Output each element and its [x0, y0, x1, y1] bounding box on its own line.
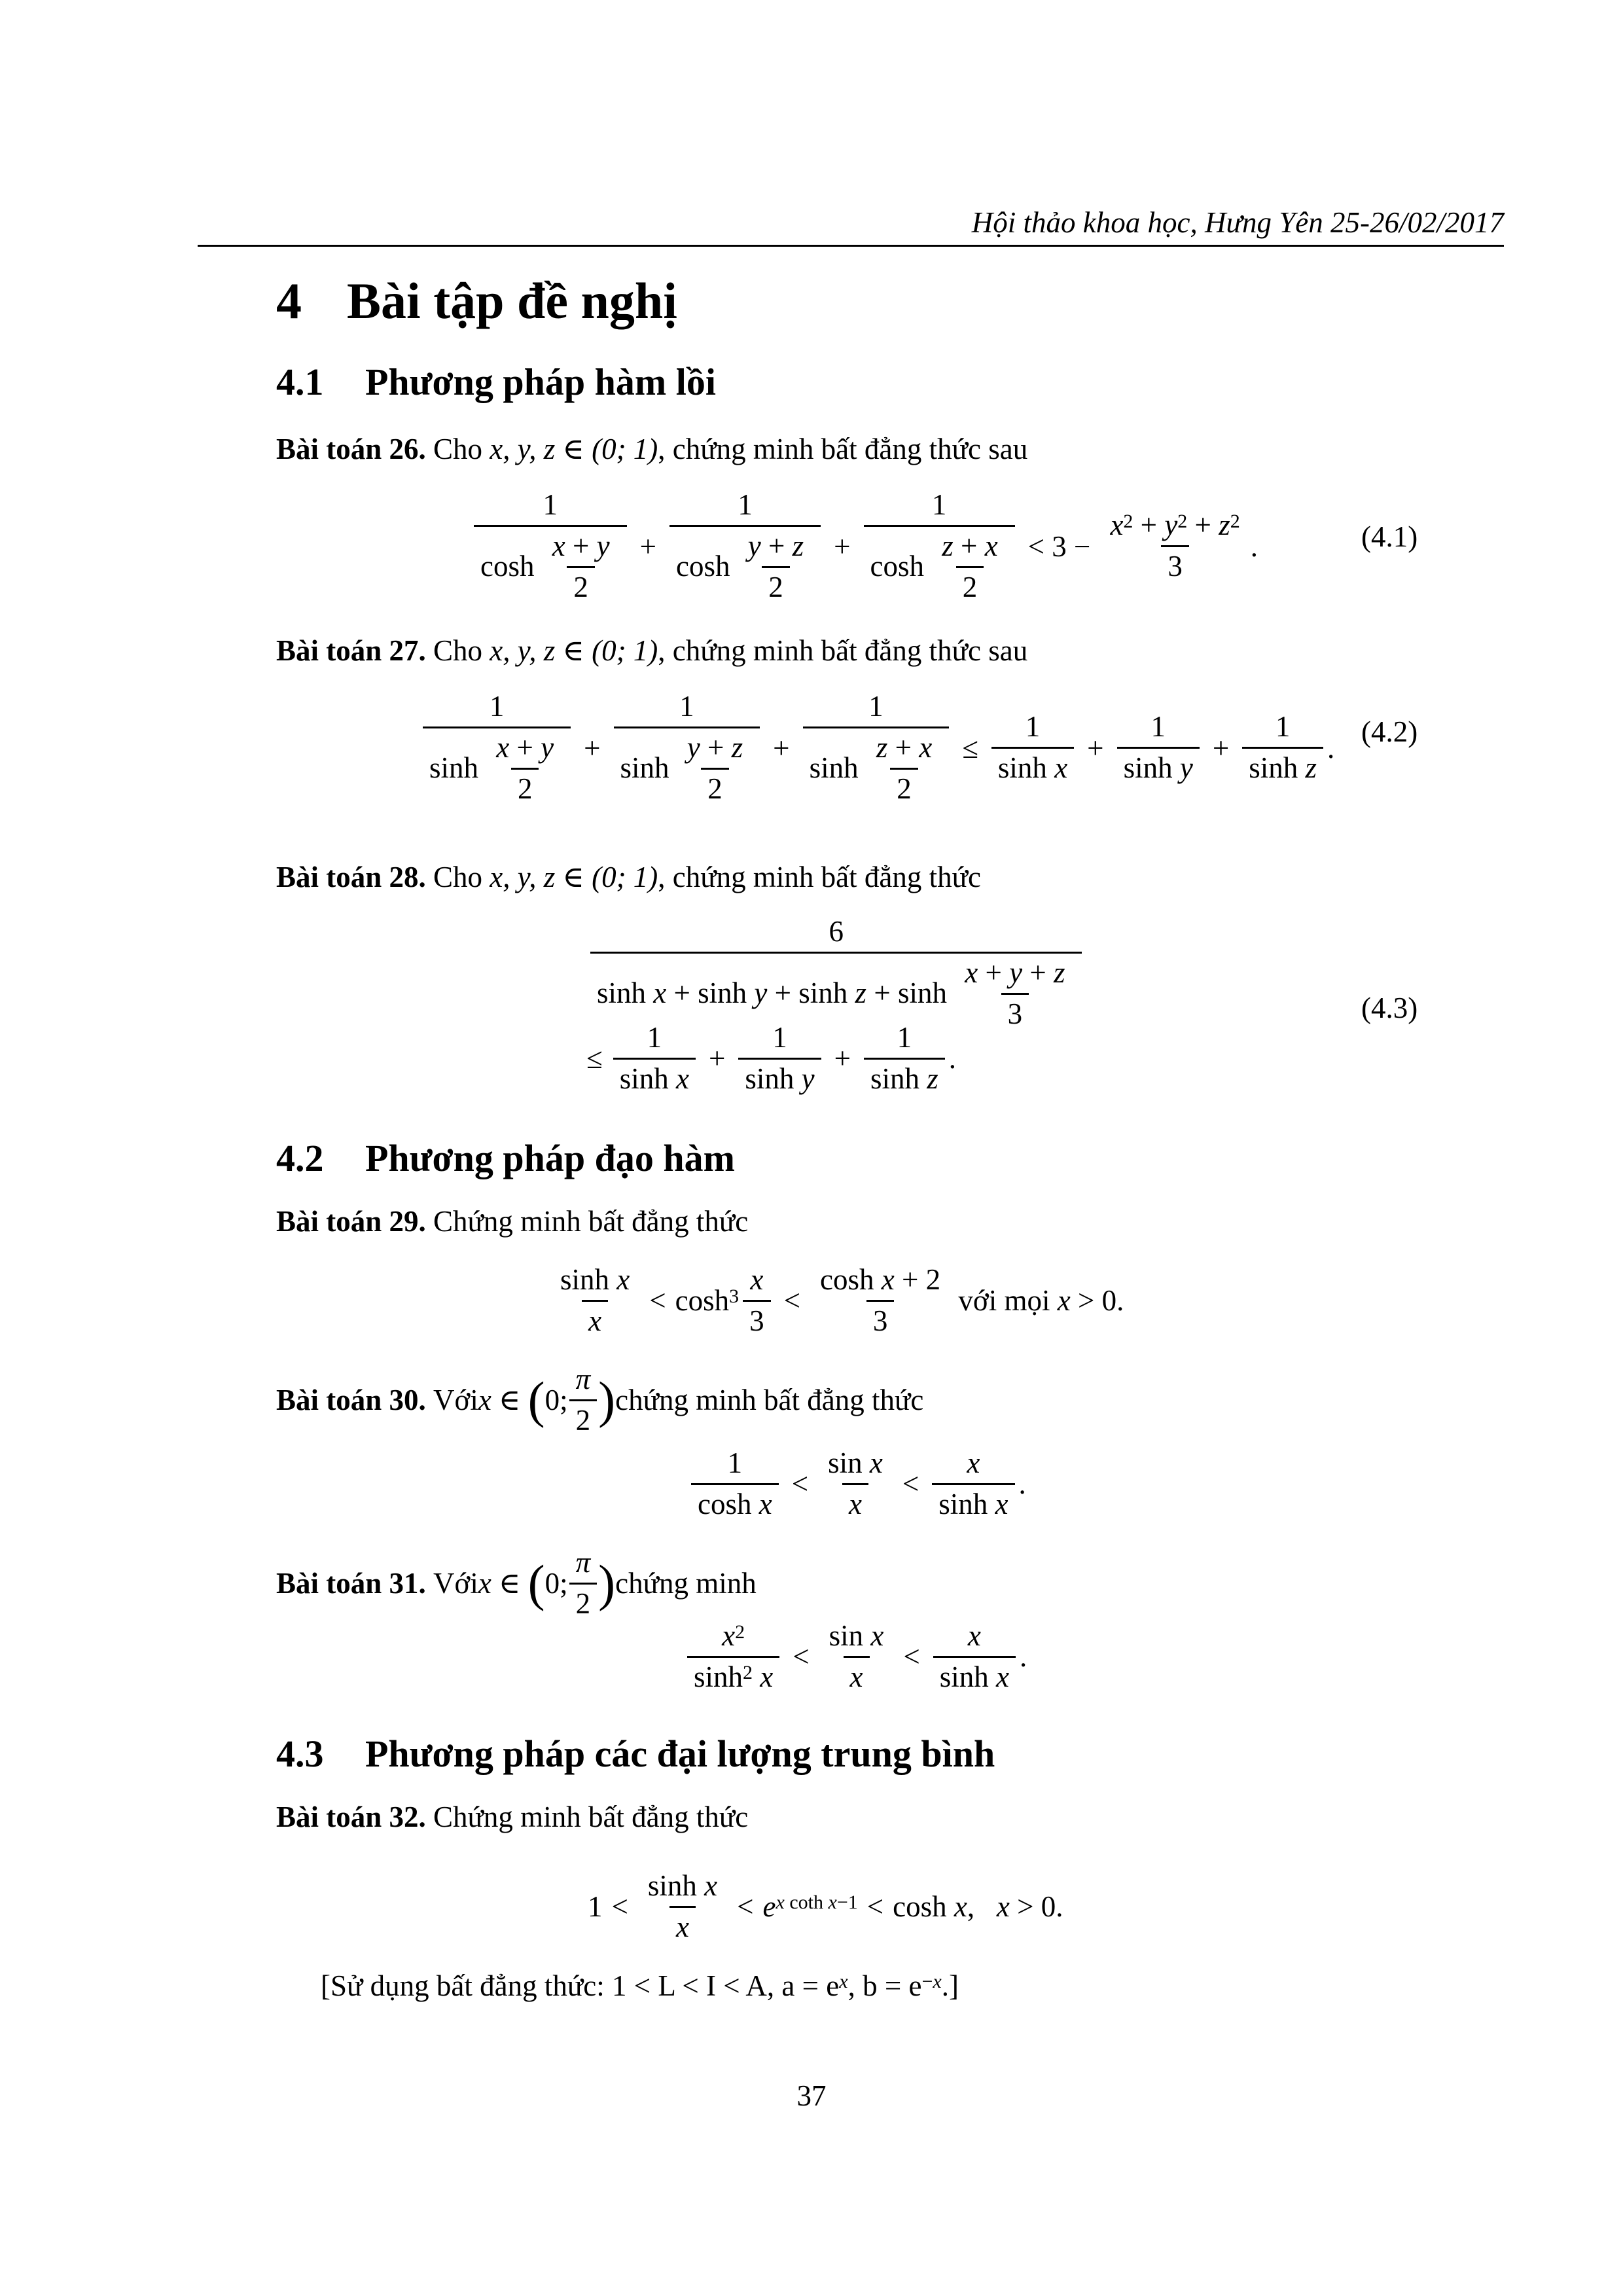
problem-text: , chứng minh bất đẳng thức sau — [658, 634, 1028, 667]
equation-problem-29: sinh x x < cosh $^3$ $\frac{x}{3}$ < cosh x + 2 3 với mọi x > 0. — [560, 1263, 1124, 1337]
page-number: 37 — [796, 2079, 827, 2112]
problem-math: x, y, z ∈ (0; 1) — [490, 861, 658, 893]
subsection-heading-4-1 — [276, 359, 716, 406]
problem-29 — [276, 1203, 748, 1240]
subsection-number: 4.2 — [276, 1137, 324, 1179]
problem-text: Cho — [433, 634, 490, 667]
problem-31: Bài toán 31. Với x ∈ ( 0; $\frac{\pi}{2}$ ) chứng minh — [276, 1546, 757, 1620]
section-number: 4 — [276, 272, 302, 329]
equation-4-3-line2: ≤ 1 sinh x + 1 sinh y + 1 sinh z . — [586, 1021, 957, 1095]
section-title: Bài tập đề nghị — [347, 272, 677, 329]
equation-4-3-line1: 6 sinh x + sinh y + sinh z + sinh x + y + z 3 — [586, 915, 1086, 1031]
section-heading — [276, 270, 677, 332]
subsection-title: Phương pháp đạo hàm — [365, 1137, 735, 1179]
problem-text: Với — [433, 1384, 478, 1417]
problem-label: Bài toán 31. — [276, 1567, 426, 1600]
subsection-title: Phương pháp các đại lượng trung bình — [365, 1732, 995, 1775]
equation-problem-30: 1 cosh x < sin x x < x sinh x . — [687, 1446, 1026, 1522]
hint-text: , b = e — [847, 1969, 922, 2002]
subsection-heading-4-3 — [276, 1731, 995, 1778]
problem-label: Bài toán 32. — [276, 1801, 426, 1833]
problem-text: chứng minh — [615, 1567, 757, 1600]
hint-line: [Sử dụng bất đẳng thức: 1 < L < I < A, $a = e^x$, $b = e^{-x}$.] — [321, 1969, 959, 2002]
problem-label: Bài toán 29. — [276, 1205, 426, 1238]
subsection-heading-4-2 — [276, 1135, 735, 1182]
problem-text: Với — [433, 1567, 478, 1600]
problem-label: Bài toán 28. — [276, 861, 426, 893]
problem-math: x, y, z ∈ (0; 1) — [490, 433, 658, 465]
inline-text: với mọi — [958, 1284, 1050, 1318]
equation-problem-32: 1 < sinh x x < e $^{x coth x -1}$ < cosh x , x > 0. — [588, 1869, 1063, 1943]
problem-27 — [276, 632, 1027, 669]
subsection-title: Phương pháp hàm lồi — [365, 361, 716, 403]
problem-text: Cho — [433, 433, 490, 465]
problem-text: chứng minh bất đẳng thức — [615, 1384, 924, 1417]
problem-math: x ∈ — [478, 1384, 521, 1417]
equation-problem-31: x $^2$ sinh $^2$ x < sin x x < x sinh x . — [683, 1619, 1027, 1695]
subsection-number: 4.1 — [276, 361, 324, 403]
problem-label: Bài toán 26. — [276, 433, 426, 465]
problem-30: Bài toán 30. Với x ∈ ( 0; $\frac{\pi}{2}$ ) chứng minh bất đẳng thức — [276, 1363, 924, 1437]
equation-tag: (4.2) — [1361, 715, 1418, 748]
problem-math: x, y, z ∈ (0; 1) — [490, 634, 658, 667]
problem-text: , chứng minh bất đẳng thức sau — [658, 433, 1028, 465]
problem-text: Chứng minh bất đẳng thức — [433, 1801, 749, 1833]
equation-tag: (4.3) — [1361, 992, 1418, 1024]
problem-text: Cho — [433, 861, 490, 893]
problem-math: x ∈ — [478, 1567, 521, 1600]
header-rule — [198, 245, 1504, 247]
equation-tag: (4.1) — [1361, 520, 1418, 553]
subsection-number: 4.3 — [276, 1732, 324, 1775]
problem-label: Bài toán 27. — [276, 634, 426, 667]
problem-32 — [276, 1799, 748, 1835]
hint-text: .] — [941, 1969, 959, 2002]
equation-4-2: 1 sinh x + y 2 + 1 sinh y + z 2 + 1 sinh z + x 2 ≤ 1 sinh x + 1 sinh y + 1 sinh z . — [419, 690, 1334, 806]
problem-label: Bài toán 30. — [276, 1384, 426, 1417]
problem-28 — [276, 859, 981, 895]
problem-text: , chứng minh bất đẳng thức — [658, 861, 981, 893]
problem-text: Chứng minh bất đẳng thức — [433, 1205, 749, 1238]
equation-4-1: 1 cosh x + y 2 + 1 cosh y + z 2 + 1 cosh z + x 2 < 3 − x $^2$ + y $^2$ + z $^2$ 3 . — [470, 488, 1258, 604]
hint-text: [Sử dụng bất đẳng thức: 1 < L < I < A, a = e — [321, 1969, 840, 2002]
problem-26 — [276, 431, 1027, 467]
running-header: Hội thảo khoa học, Hưng Yên 25-26/02/2017 — [971, 206, 1504, 239]
